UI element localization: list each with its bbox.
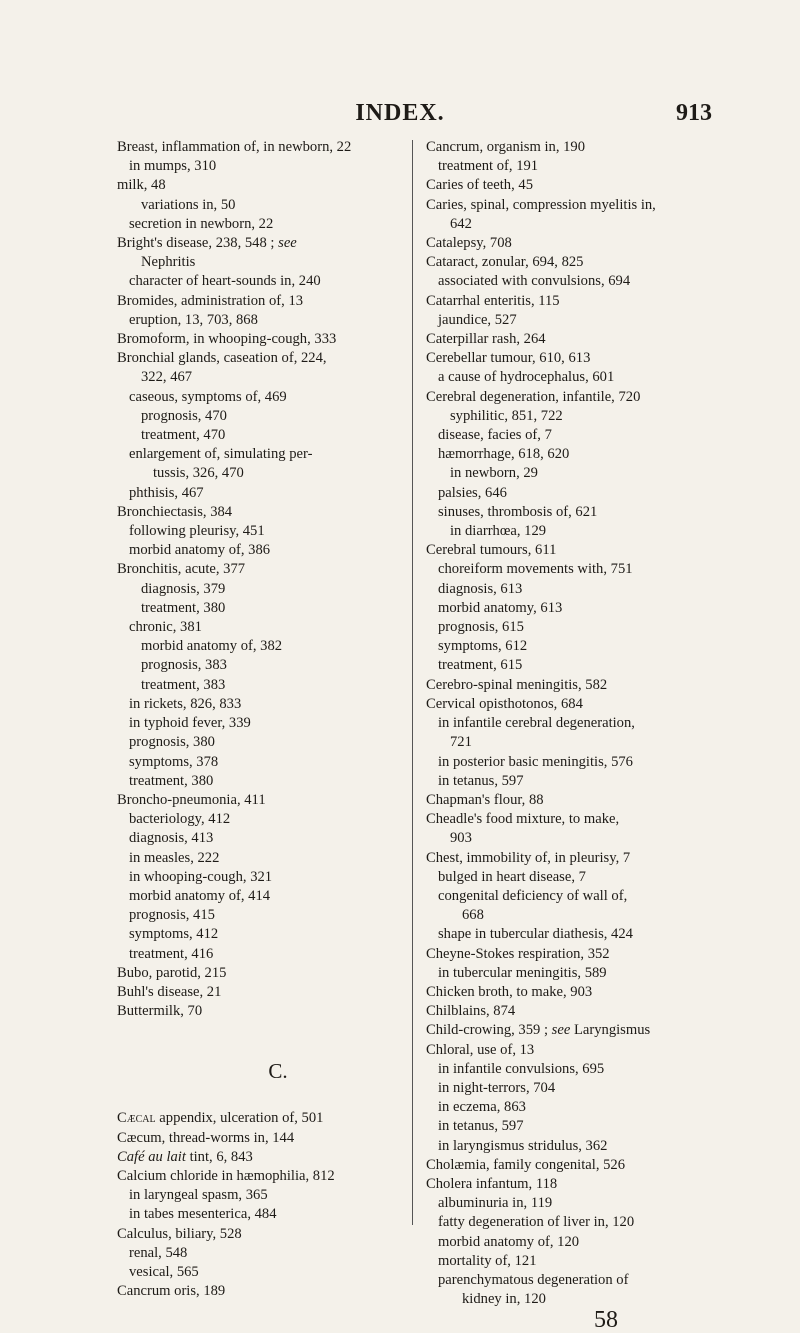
index-entry-continuation: kidney in, 120 (462, 1291, 546, 1308)
index-entry: Chilblains, 874 (426, 1003, 516, 1020)
index-entry: jaundice, 527 (438, 311, 517, 328)
index-entry: in night-terrors, 704 (438, 1079, 556, 1096)
index-entry (117, 1148, 439, 1167)
index-entry: Cervical opisthotonos, 684 (426, 695, 583, 712)
index-entry: Bronchial glands, caseation of, 224, (117, 350, 327, 367)
index-entry: Bronchiectasis, 384 (117, 503, 233, 520)
index-entry: Chicken broth, to make, 903 (426, 983, 593, 1000)
index-entry: treatment, 383 (141, 676, 226, 693)
index-entry: symptoms, 378 (129, 753, 219, 770)
index-entry: in measles, 222 (129, 849, 220, 866)
index-entry: shape in tubercular diathesis, 424 (438, 926, 633, 943)
index-entry: in tetanus, 597 (438, 1118, 524, 1135)
entry-text: tint, 6, 843 (189, 1148, 253, 1165)
index-entry (117, 1109, 439, 1128)
index-entry: disease, facies of, 7 (438, 427, 552, 444)
index-entry: treatment, 380 (141, 599, 226, 616)
index-entry: symptoms, 612 (438, 638, 528, 655)
entry-italic: Café au lait (117, 1148, 186, 1165)
index-entry: Cæcum, thread-worms in, 144 (117, 1129, 295, 1146)
index-entry: mortality of, 121 (438, 1252, 537, 1269)
index-entry: Bromides, administration of, 13 (117, 292, 304, 309)
printer-signature: 58 (594, 1307, 618, 1333)
index-entry-continuation: Nephritis (141, 254, 196, 271)
index-entry: treatment, 615 (438, 657, 523, 674)
index-entry: in posterior basic meningitis, 576 (438, 753, 633, 770)
index-entry: Cheadle's food mixture, to make, (426, 811, 620, 828)
index-entry (426, 1021, 746, 1040)
index-entry: eruption, 13, 703, 868 (129, 311, 258, 328)
index-entry: sinuses, thrombosis of, 621 (438, 503, 598, 520)
page-header (0, 100, 800, 130)
index-entry: variations in, 50 (141, 196, 236, 213)
index-entry: Chapman's flour, 88 (426, 791, 544, 808)
index-entry: morbid anatomy of, 120 (438, 1233, 580, 1250)
index-entry: in tubercular meningitis, 589 (438, 964, 607, 981)
index-entry: treatment of, 191 (438, 158, 539, 175)
index-entry-continuation: 721 (450, 734, 472, 751)
index-entry: Catalepsy, 708 (426, 235, 512, 252)
index-entry: in newborn, 29 (450, 465, 538, 482)
index-entry: prognosis, 380 (129, 734, 215, 751)
index-entry: morbid anatomy of, 386 (129, 542, 271, 559)
index-entry: fatty degeneration of liver in, 120 (438, 1214, 635, 1231)
index-entry: in laryngeal spasm, 365 (129, 1187, 268, 1204)
index-entry: syphilitic, 851, 722 (450, 407, 563, 424)
index-entry: Cataract, zonular, 694, 825 (426, 254, 584, 271)
index-entry: treatment, 416 (129, 945, 214, 962)
index-entry (117, 234, 439, 253)
index-entry-continuation: 668 (462, 907, 484, 924)
index-entry-continuation: tussis, 326, 470 (153, 465, 244, 482)
index-entry: Calculus, biliary, 528 (117, 1225, 242, 1242)
index-entry: prognosis, 415 (129, 907, 215, 924)
index-column-right (426, 138, 746, 1331)
see-reference: see (551, 1022, 571, 1039)
index-entry: following pleurisy, 451 (129, 523, 265, 540)
index-entry: prognosis, 615 (438, 619, 524, 636)
index-entry: character of heart-sounds in, 240 (129, 273, 321, 290)
index-entry-continuation: 322, 467 (141, 369, 193, 386)
index-entry: a cause of hydrocephalus, 601 (438, 369, 615, 386)
index-entry: Cerebro-spinal meningitis, 582 (426, 676, 608, 693)
index-entry: Buttermilk, 70 (117, 1003, 203, 1020)
index-entry: Cancrum, organism in, 190 (426, 139, 586, 155)
index-entry: Chloral, use of, 13 (426, 1041, 535, 1058)
index-entry-continuation: 642 (450, 215, 472, 232)
index-entry: in whooping-cough, 321 (129, 868, 273, 885)
index-entry: chronic, 381 (129, 619, 202, 636)
index-entry: Cancrum oris, 189 (117, 1283, 226, 1300)
index-entry: Cerebellar tumour, 610, 613 (426, 350, 591, 367)
see-reference: see (278, 235, 297, 252)
entry-small-caps: Cæcal (117, 1110, 156, 1127)
index-entry: diagnosis, 413 (129, 830, 214, 847)
index-entry: parenchymatous degeneration of (438, 1271, 629, 1288)
index-entry: in rickets, 826, 833 (129, 695, 242, 712)
index-entry: Cheyne-Stokes respiration, 352 (426, 945, 610, 962)
index-entry: Calcium chloride in hæmophilia, 812 (117, 1167, 335, 1184)
index-entry: Cerebral degeneration, infantile, 720 (426, 388, 641, 405)
index-entry: palsies, 646 (438, 484, 507, 501)
index-entry-continuation: 903 (450, 830, 472, 847)
index-entry: diagnosis, 613 (438, 580, 523, 597)
index-entry: Breast, inflammation of, in newborn, 22 (117, 139, 352, 155)
index-entry: treatment, 380 (129, 772, 214, 789)
index-entry: in infantile cerebral degeneration, (438, 715, 635, 732)
index-entry: Buhl's disease, 21 (117, 983, 222, 1000)
entry-text: Child-crowing, 359 ; (426, 1022, 549, 1039)
index-entry: Chest, immobility of, in pleurisy, 7 (426, 849, 631, 866)
index-entry: morbid anatomy of, 382 (141, 638, 283, 655)
index-entry: in infantile convulsions, 695 (438, 1060, 605, 1077)
page-number: 913 (676, 100, 712, 126)
index-entry: Caries, spinal, compression myelitis in, (426, 196, 656, 213)
index-entry: morbid anatomy, 613 (438, 599, 563, 616)
index-entry: bulged in heart disease, 7 (438, 868, 586, 885)
index-entry: hæmorrhage, 618, 620 (438, 446, 570, 463)
index-entry: milk, 48 (117, 177, 166, 194)
index-entry: in laryngismus stridulus, 362 (438, 1137, 608, 1154)
index-entry: in tetanus, 597 (438, 772, 524, 789)
index-entry: Caries of teeth, 45 (426, 177, 533, 194)
index-entry: Bubo, parotid, 215 (117, 964, 227, 981)
index-entry: Bronchitis, acute, 377 (117, 561, 246, 578)
entry-text: Laryngismus (573, 1022, 651, 1039)
index-entry: phthisis, 467 (129, 484, 204, 501)
index-entry: Broncho-pneumonia, 411 (117, 791, 266, 808)
index-entry: Catarrhal enteritis, 115 (426, 292, 560, 309)
index-entry: in mumps, 310 (129, 158, 217, 175)
index-entry: in typhoid fever, 339 (129, 715, 251, 732)
index-entry: albuminuria in, 119 (438, 1195, 553, 1212)
index-entry: bacteriology, 412 (129, 811, 231, 828)
index-entry: morbid anatomy of, 414 (129, 887, 271, 904)
index-entry: symptoms, 412 (129, 926, 219, 943)
index-entry: diagnosis, 379 (141, 580, 226, 597)
index-entry: Cholæmia, family congenital, 526 (426, 1156, 626, 1173)
index-entry: in tabes mesenterica, 484 (129, 1206, 277, 1223)
index-entry: Cholera infantum, 118 (426, 1175, 558, 1192)
entry-text: Bright's disease, 238, 548 ; (117, 235, 275, 252)
index-entry: Bromoform, in whooping-cough, 333 (117, 331, 337, 348)
index-entry: secretion in newborn, 22 (129, 215, 274, 232)
index-entry: caseous, symptoms of, 469 (129, 388, 287, 405)
page-title: INDEX. (355, 100, 445, 126)
index-entry: in eczema, 863 (438, 1099, 526, 1116)
index-entry: enlargement of, simulating per- (129, 446, 313, 463)
index-entry: choreiform movements with, 751 (438, 561, 633, 578)
index-entry: prognosis, 383 (141, 657, 227, 674)
entry-text: appendix, ulceration of, 501 (159, 1110, 324, 1127)
section-heading-c: C. (268, 1059, 288, 1084)
index-column-left (117, 138, 439, 1301)
index-entry: prognosis, 470 (141, 407, 227, 424)
index-entry: renal, 548 (129, 1244, 188, 1261)
index-entry: Cerebral tumours, 611 (426, 542, 557, 559)
index-entry: congenital deficiency of wall of, (438, 887, 628, 904)
index-entry: associated with convulsions, 694 (438, 273, 631, 290)
index-entry: vesical, 565 (129, 1263, 199, 1280)
index-entry: Caterpillar rash, 264 (426, 331, 546, 348)
index-entry: treatment, 470 (141, 427, 226, 444)
index-entry: in diarrhœa, 129 (450, 523, 547, 540)
